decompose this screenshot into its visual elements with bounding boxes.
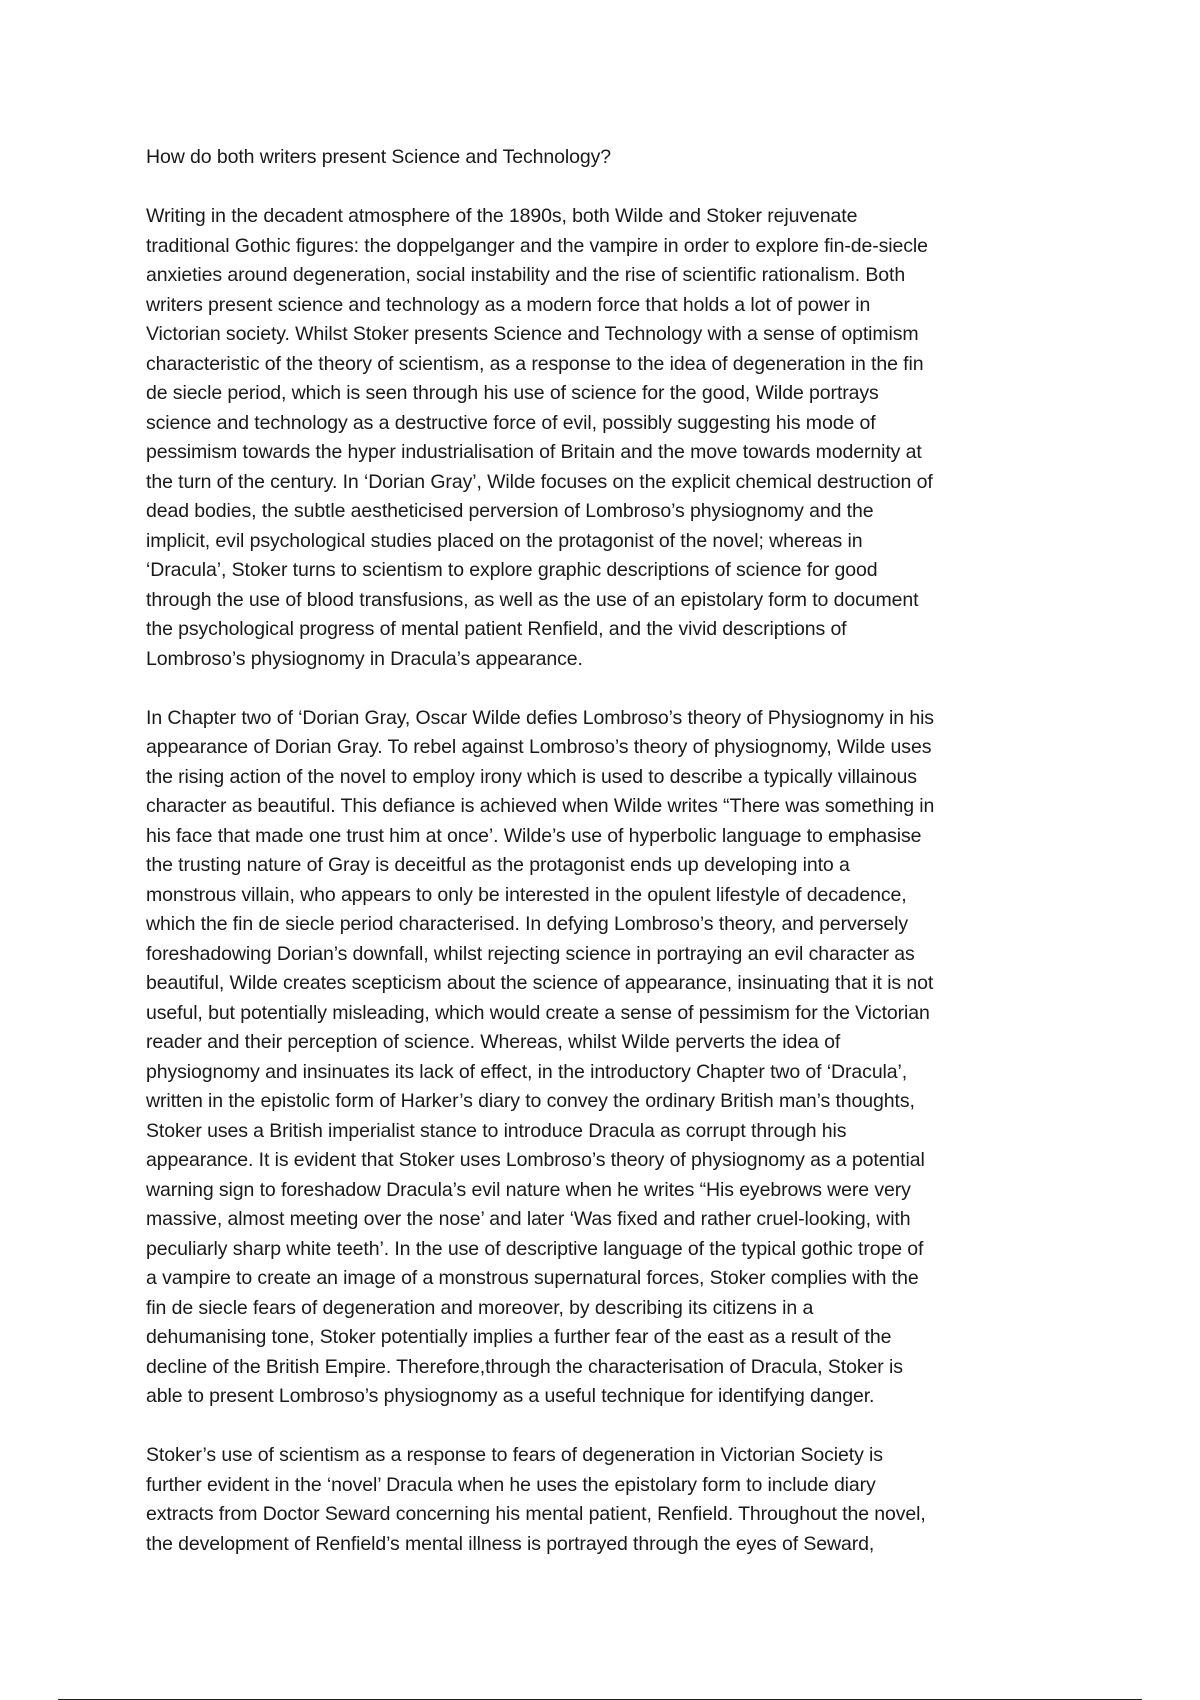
text-line: his face that made one trust him at once’. Wilde’s use of hyperbolic language to emphasise: [146, 824, 922, 847]
text-line: anxieties around degeneration, social instability and the rise of scientific rationalism. Both: [146, 264, 906, 286]
text-line: massive, almost meeting over the nose’ and later ‘Was fixed and rather cruel-looking, with: [146, 1208, 911, 1230]
text-line: extracts from Doctor Seward concerning his mental patient, Renfield. Throughout the novel,: [146, 1503, 926, 1525]
text-line: peculiarly sharp white teeth’. In the use of descriptive language of the typical gothic trope of: [146, 1237, 924, 1260]
text-line: foreshadowing Dorian’s downfall, whilst rejecting science in portraying an evil character as: [146, 942, 915, 965]
text-line: science and technology as a destructive force of evil, possibly suggesting his mode of: [146, 411, 876, 434]
essay-body: [146, 202, 1066, 1559]
text-line: the rising action of the novel to employ irony which is used to describe a typically villainous: [146, 765, 917, 788]
text-line: appearance of Dorian Gray. To rebel against Lombroso’s theory of physiognomy, Wilde uses: [146, 736, 932, 758]
text-line: traditional Gothic figures: the doppelganger and the vampire in order to explore fin-de-siecle: [146, 234, 928, 257]
text-line: characteristic of the theory of scientism, as a response to the idea of degeneration in the fin: [146, 352, 924, 375]
text-line: fin de siecle fears of degeneration and moreover, by describing its citizens in a: [146, 1296, 814, 1319]
text-line: useful, but potentially misleading, which would create a sense of pessimism for the Victorian: [146, 1001, 930, 1024]
text-line: Lombroso’s physiognomy in Dracula’s appearance.: [146, 647, 583, 670]
text-line: Victorian society. Whilst Stoker presents Science and Technology with a sense of optimism: [146, 323, 919, 345]
text-line: Stoker’s use of scientism as a response to fears of degeneration in Victorian Society is: [146, 1444, 883, 1466]
essay-question: How do both writers present Science and Technology?: [146, 146, 611, 168]
text-line: Writing in the decadent atmosphere of the 1890s, both Wilde and Stoker rejuvenate: [146, 205, 858, 227]
text-line: implicit, evil psychological studies placed on the protagonist of the novel; whereas in: [146, 529, 863, 552]
text-line: In Chapter two of ‘Dorian Gray, Oscar Wilde defies Lombroso’s theory of Physiognomy in his: [146, 706, 934, 729]
text-line: which the fin de siecle period characterised. In defying Lombroso’s theory, and perversely: [146, 913, 909, 935]
text-line: dehumanising tone, Stoker potentially implies a further fear of the east as a result of the: [146, 1326, 892, 1348]
text-line: dead bodies, the subtle aestheticised perversion of Lombroso’s physiognomy and the: [146, 500, 874, 522]
document-page: [146, 143, 1066, 1589]
text-line: further evident in the ‘novel’ Dracula when he uses the epistolary form to include diary: [146, 1473, 876, 1496]
essay-paragraph: [146, 202, 1066, 674]
text-line: ‘Dracula’, Stoker turns to scientism to explore graphic descriptions of science for good: [146, 559, 878, 581]
text-line: monstrous villain, who appears to only be interested in the opulent lifestyle of decadence,: [146, 883, 907, 906]
text-line: able to present Lombroso’s physiognomy as a useful technique for identifying danger.: [146, 1385, 875, 1407]
text-line: the trusting nature of Gray is deceitful as the protagonist ends up developing into a: [146, 854, 850, 876]
essay-paragraph: [146, 1441, 1066, 1559]
text-line: character as beautiful. This defiance is achieved when Wilde writes “There was something in: [146, 795, 935, 817]
text-line: writers present science and technology as a modern force that holds a lot of power in: [146, 293, 871, 316]
text-line: a vampire to create an image of a monstrous supernatural forces, Stoker complies with the: [146, 1267, 919, 1289]
text-line: de siecle period, which is seen through his use of science for the good, Wilde portrays: [146, 382, 879, 404]
text-line: the development of Renfield’s mental illness is portrayed through the eyes of Seward,: [146, 1532, 875, 1555]
text-line: the turn of the century. In ‘Dorian Gray’, Wilde focuses on the explicit chemical destruction of: [146, 470, 933, 493]
text-line: through the use of blood transfusions, as well as the use of an epistolary form to document: [146, 588, 919, 611]
text-line: beautiful, Wilde creates scepticism about the science of appearance, insinuating that it is not: [146, 972, 934, 994]
text-line: Stoker uses a British imperialist stance to introduce Dracula as corrupt through his: [146, 1119, 847, 1142]
essay-paragraph: [146, 704, 1066, 1412]
text-line: pessimism towards the hyper industrialisation of Britain and the move towards modernity at: [146, 441, 922, 463]
text-line: warning sign to foreshadow Dracula’s evil nature when he writes “His eyebrows were very: [146, 1178, 911, 1201]
text-line: decline of the British Empire. Therefore,through the characterisation of Dracula, Stoker is: [146, 1355, 903, 1378]
text-line: appearance. It is evident that Stoker uses Lombroso’s theory of physiognomy as a potential: [146, 1149, 925, 1171]
text-line: physiognomy and insinuates its lack of effect, in the introductory Chapter two of ‘Dracula’,: [146, 1060, 908, 1083]
text-line: the psychological progress of mental patient Renfield, and the vivid descriptions of: [146, 618, 847, 640]
text-line: written in the epistolic form of Harker’s diary to convey the ordinary British man’s thoughts,: [146, 1090, 915, 1112]
text-line: reader and their perception of science. Whereas, whilst Wilde perverts the idea of: [146, 1031, 841, 1053]
